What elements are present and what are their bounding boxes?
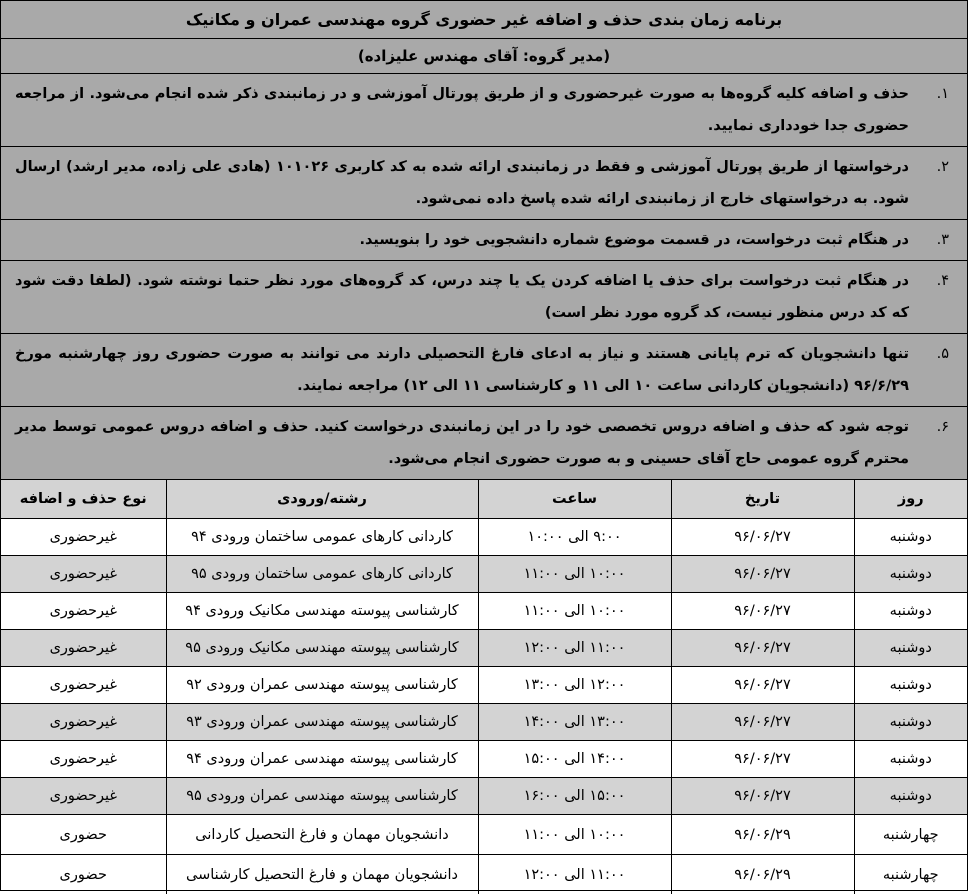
cell-time: ۹:۰۰ الی ۱۰:۰۰ (478, 519, 671, 556)
cell-field: کارشناسی پیوسته مهندسی عمران ورودی ۹۲ (166, 667, 478, 704)
header-time: ساعت (478, 480, 671, 519)
note-number: ۴. (937, 265, 949, 297)
cell-time: ۱۵:۰۰ الی ۱۶:۰۰ (478, 778, 671, 815)
cell-date: ۹۶/۰۶/۲۷ (671, 741, 854, 778)
cell-type: غیرحضوری (1, 519, 166, 556)
cell-day: دوشنبه (854, 519, 967, 556)
note-item (1, 220, 967, 261)
header-date: تاریخ (671, 480, 854, 519)
cell-field: کاردانی کارهای عمومی ساختمان ورودی ۹۴ (166, 519, 478, 556)
notes-list (1, 74, 967, 479)
cell-time: ۱۰:۰۰ الی ۱۱:۰۰ (478, 556, 671, 593)
cell-day: دوشنبه (854, 593, 967, 630)
cell-time: ۱۱:۰۰ الی ۱۲:۰۰ (478, 630, 671, 667)
cell-day: چهارشنبه (854, 855, 967, 894)
cell-field: کارشناسی پیوسته مهندسی عمران ورودی ۹۳ (166, 704, 478, 741)
cell-type: حضوری (1, 815, 166, 855)
cell-time: ۱۱:۰۰ الی ۱۲:۰۰ (478, 855, 671, 894)
cell-date: ۹۶/۰۶/۲۹ (671, 855, 854, 894)
note-text: درخواستها از طریق پورتال آموزشی و فقط در زمانبندی ارائه شده به کد کاربری ۱۰۱۰۲۶ (هادی علی زاده، مدیر ارشد) ارسال شود. به درخواستهای خارج از زمانبندی ارائه شده پاسخ داده نمی‌شود. (15, 159, 909, 207)
cell-time: ۱۰:۰۰ الی ۱۱:۰۰ (478, 815, 671, 855)
cell-date: ۹۶/۰۶/۲۷ (671, 556, 854, 593)
table-row (1, 630, 967, 667)
cell-field: کارشناسی پیوسته مهندسی عمران ورودی ۹۴ (166, 741, 478, 778)
cell-type: غیرحضوری (1, 593, 166, 630)
cell-day: دوشنبه (854, 704, 967, 741)
table-header-row (1, 480, 967, 519)
table-row (1, 519, 967, 556)
note-text: در هنگام ثبت درخواست، در قسمت موضوع شماره دانشجویی خود را بنویسید. (360, 232, 909, 248)
header-day: روز (854, 480, 967, 519)
cell-date: ۹۶/۰۶/۲۷ (671, 519, 854, 556)
cell-time: ۱۴:۰۰ الی ۱۵:۰۰ (478, 741, 671, 778)
header-type: نوع حذف و اضافه (1, 480, 166, 519)
schedule-table (1, 480, 967, 894)
header-field: رشته/ورودی (166, 480, 478, 519)
cell-date: ۹۶/۰۶/۲۹ (671, 815, 854, 855)
note-text: تنها دانشجویان که ترم پایانی هستند و نیاز به ادعای فارغ التحصیلی دارند می توانند به صورت حضوری روز چهارشنبه مورخ ۹۶/۶/۲۹ (دانشجویان کاردانی ساعت ۱۰ الی ۱۱ و کارشناسی ۱۱ الی ۱۲) مراجعه نمایند. (15, 346, 909, 394)
cell-day: دوشنبه (854, 667, 967, 704)
note-number: ۵. (937, 338, 949, 370)
table-row (1, 741, 967, 778)
cell-date: ۹۶/۰۶/۲۷ (671, 778, 854, 815)
note-text: توجه شود که حذف و اضافه دروس تخصصی خود را در این زمانبندی درخواست کنید. حذف و اضافه دروس عمومی توسط مدیر محترم گروه عمومی حاج آقای حسینی و به صورت حضوری انجام می‌شود. (15, 419, 909, 467)
cell-date: ۹۶/۰۶/۲۷ (671, 704, 854, 741)
cell-day: چهارشنبه (854, 815, 967, 855)
table-row (1, 778, 967, 815)
cell-field: کارشناسی پیوسته مهندسی عمران ورودی ۹۵ (166, 778, 478, 815)
cell-time: ۱۲:۰۰ الی ۱۳:۰۰ (478, 667, 671, 704)
cell-type: غیرحضوری (1, 667, 166, 704)
cell-field: کارشناسی پیوسته مهندسی مکانیک ورودی ۹۴ (166, 593, 478, 630)
note-item (1, 334, 967, 407)
document-title: برنامه زمان بندی حذف و اضافه غیر حضوری گروه مهندسی عمران و مکانیک (1, 1, 967, 39)
note-item (1, 261, 967, 334)
table-row (1, 667, 967, 704)
cell-day: دوشنبه (854, 556, 967, 593)
cell-date: ۹۶/۰۶/۲۷ (671, 630, 854, 667)
note-number: ۲. (937, 151, 949, 183)
cell-field: کارشناسی پیوسته مهندسی مکانیک ورودی ۹۵ (166, 630, 478, 667)
cell-type: غیرحضوری (1, 704, 166, 741)
note-number: ۶. (937, 411, 949, 443)
cell-time: ۱۳:۰۰ الی ۱۴:۰۰ (478, 704, 671, 741)
note-item (1, 147, 967, 220)
cell-type: حضوری (1, 855, 166, 894)
document-subtitle: (مدیر گروه: آقای مهندس علیزاده) (1, 39, 967, 74)
cell-date: ۹۶/۰۶/۲۷ (671, 667, 854, 704)
cell-day: دوشنبه (854, 630, 967, 667)
table-row (1, 815, 967, 855)
note-number: ۱. (937, 78, 949, 110)
cell-field: کاردانی کارهای عمومی ساختمان ورودی ۹۵ (166, 556, 478, 593)
table-row (1, 593, 967, 630)
note-number: ۳. (937, 224, 949, 256)
cell-field: دانشجویان مهمان و فارغ التحصیل کاردانی (166, 815, 478, 855)
cell-field: دانشجویان مهمان و فارغ التحصیل کارشناسی (166, 855, 478, 894)
cell-type: غیرحضوری (1, 630, 166, 667)
table-row (1, 704, 967, 741)
note-item (1, 407, 967, 479)
cell-day: دوشنبه (854, 778, 967, 815)
note-text: حذف و اضافه کلیه گروه‌ها به صورت غیرحضوری و از طریق پورتال آموزشی و در زمانبندی ذکر شده انجام می‌شود. از مراجعه حضوری جدا خودداری نمایید. (15, 86, 909, 134)
cell-date: ۹۶/۰۶/۲۷ (671, 593, 854, 630)
cell-type: غیرحضوری (1, 741, 166, 778)
table-row (1, 855, 967, 894)
cell-time: ۱۰:۰۰ الی ۱۱:۰۰ (478, 593, 671, 630)
table-row (1, 556, 967, 593)
cell-type: غیرحضوری (1, 778, 166, 815)
header-section (1, 1, 967, 480)
note-item (1, 74, 967, 147)
note-text: در هنگام ثبت درخواست برای حذف یا اضافه کردن یک یا چند درس، کد گروه‌های مورد نظر حتما نوشته شود. (لطفا دقت شود که کد درس منظور نیست، کد گروه مورد نظر است) (15, 273, 909, 321)
cell-type: غیرحضوری (1, 556, 166, 593)
cell-day: دوشنبه (854, 741, 967, 778)
